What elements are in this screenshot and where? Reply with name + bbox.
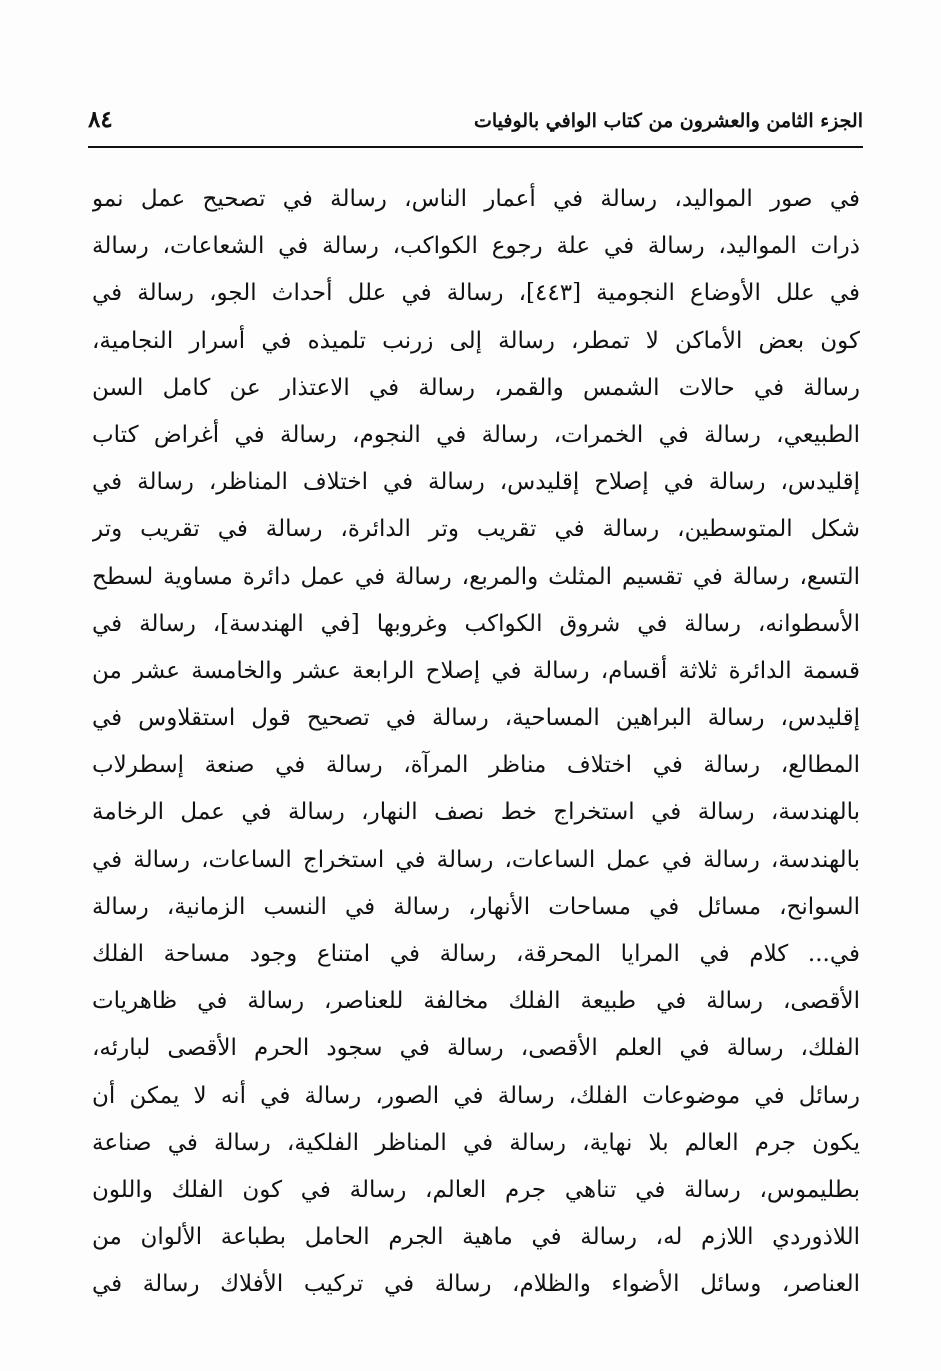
text-line: كون بعض الأماكن لا تمطر، رسالة إلى زرنب تلميذه في أسرار النجامية، [92,327,860,354]
text-line: الأقصى، رسالة في طبيعة الفلك مخالفة للعناصر، رسالة في ظاهريات [92,988,860,1015]
text-line: ذرات المواليد، رسالة في علة رجوع الكواكب، رسالة في الشعاعات، رسالة [92,233,860,260]
text-line: إقليدس، رسالة البراهين المساحية، رسالة في تصحيح قول استقلاوس في [92,705,860,732]
text-line: شكل المتوسطين، رسالة في تقريب وتر الدائرة، رسالة في تقريب وتر [92,516,860,543]
body-text [92,176,860,1309]
text-line: السوانح، مسائل في مساحات الأنهار، رسالة في النسب الزمانية، رسالة [92,893,860,920]
text-line: رسالة في حالات الشمس والقمر، رسالة في الاعتذار عن كامل السن [92,374,860,401]
text-line: قسمة الدائرة ثلاثة أقسام، رسالة في إصلاح الرابعة عشر والخامسة عشر من [92,657,860,684]
text-line: بالهندسة، رسالة في عمل الساعات، رسالة في استخراج الساعات، رسالة في [92,846,860,873]
text-line: الفلك، رسالة في العلم الأقصى، رسالة في سجود الحرم الأقصى لبارئه، [92,1035,860,1062]
text-line: في... كلام في المرايا المحرقة، رسالة في امتناع وجود مساحة الفلك [92,941,860,967]
text-line: في علل الأوضاع النجومية [٤٤٣]، رسالة في علل أحداث الجو، رسالة في [92,280,860,307]
text-line: بالهندسة، رسالة في استخراج خط نصف النهار، رسالة في عمل الرخامة [92,799,860,826]
text-line: العناصر، وسائل الأضواء والظلام، رسالة في تركيب الأفلاك رسالة في [92,1271,860,1298]
page-number: ٨٤ [88,106,113,133]
text-line: إقليدس، رسالة في إصلاح إقليدس، رسالة في اختلاف المناظر، رسالة في [92,469,860,496]
text-line: الأسطوانه، رسالة في شروق الكواكب وغروبها [في الهندسة]، رسالة في [92,610,860,637]
text-line: رسائل في موضوعات الفلك، رسالة في الصور، رسالة في أنه لا يمكن أن [92,1082,860,1109]
text-line: المطالع، رسالة في اختلاف مناظر المرآة، رسالة في صنعة إسطرلاب [92,752,860,779]
text-line: الطبيعي، رسالة في الخمرات، رسالة في النجوم، رسالة في أغراض كتاب [92,421,860,448]
text-line: اللاذوردي اللازم له، رسالة في ماهية الجرم الحامل بطباعة الألوان من [92,1224,860,1251]
header-title: الجزء الثامن والعشرون من كتاب الوافي بالوفيات [474,110,863,132]
running-header [88,104,863,144]
header-rule [88,146,863,148]
text-line: في صور المواليد، رسالة في أعمار الناس، رسالة في تصحيح عمل نمو [92,186,860,212]
text-line: يكون جرم العالم بلا نهاية، رسالة في المناظر الفلكية، رسالة في صناعة [92,1129,860,1156]
text-line: التسع، رسالة في تقسيم المثلث والمربع، رسالة في عمل دائرة مساوية لسطح [92,563,860,590]
text-line: بطليموس، رسالة في تناهي جرم العالم، رسالة في كون الفلك واللون [92,1176,860,1203]
